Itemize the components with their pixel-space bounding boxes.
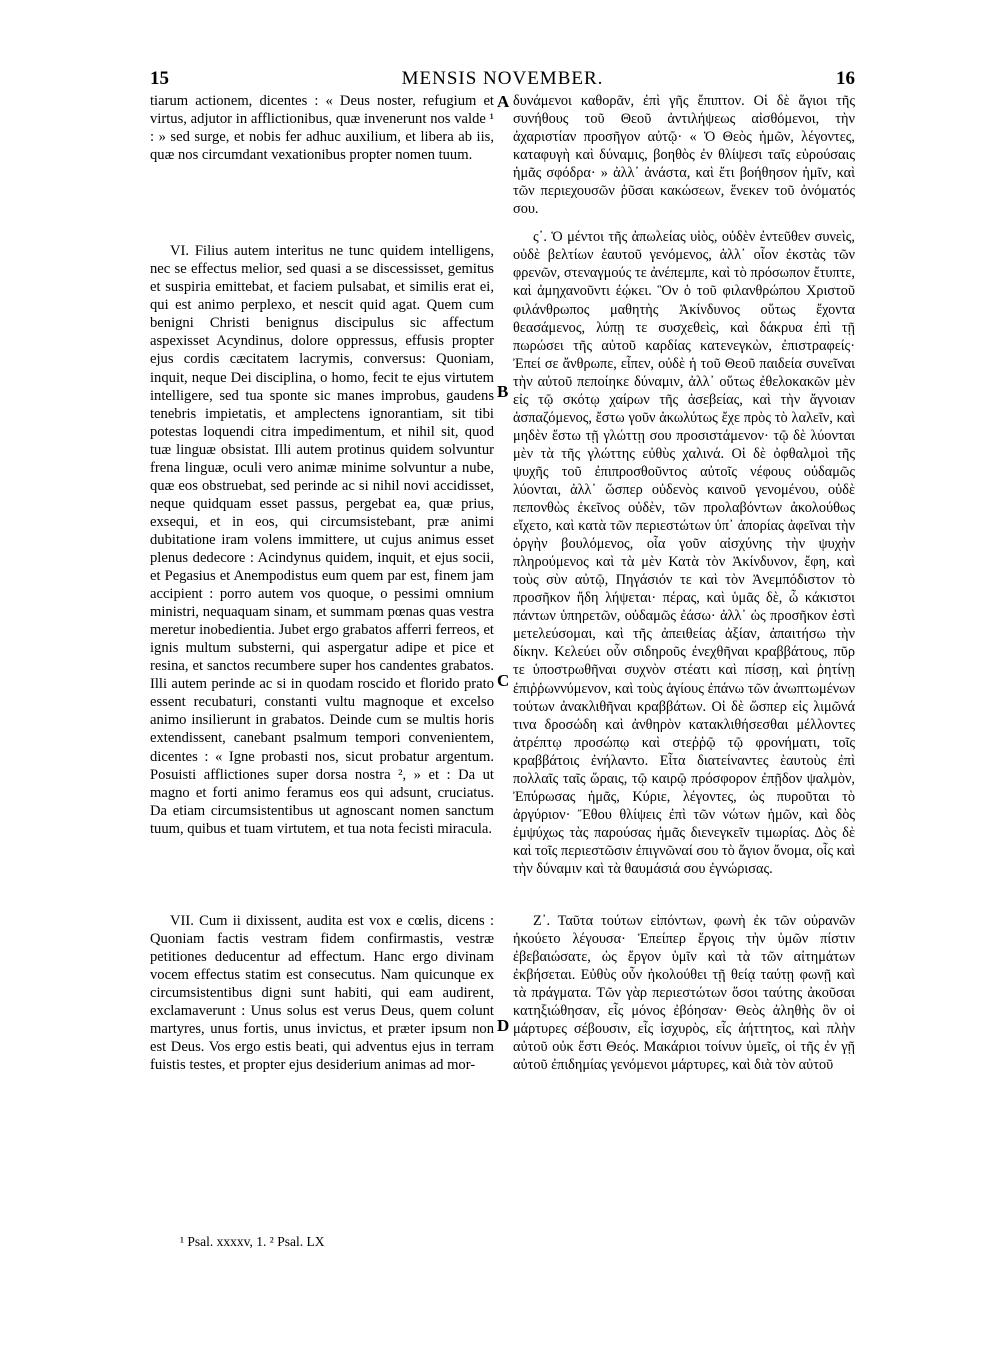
latin-paragraph-1: tiarum actionem, dicentes : « Deus noster, refugium et virtus, adjutor in afflictionibus, quæ invenerunt nos valde ¹ : » sed surge, et nobis fer adhuc auxilium, et libera ab iis, quæ nos circumdant vexationibus propter nomen tuum. (150, 93, 494, 164)
greek-paragraph-2: ς᾽. Ὁ μέντοι τῆς ἀπωλείας υἱὸς, οὐδὲν ἐντεῦθεν συνεὶς, οὐδὲ βελτίων ἑαυτοῦ γενόμενος, ἀλλ᾽ οἷον ἐκστὰς τῶν φρενῶν, στεναγμούς τε ἀνέπεμπε, καὶ τὸ πρόσωπον ἔτυπτε, καὶ ἀμηχανοῦντι ἐῴκει. Ὃν ὁ τοῦ φιλανθρώπου Χριστοῦ φιλάνθρωπος μαθητὴς Ἀκίνδυνος οὕτως ἔχοντα θεασάμενος, λύπῃ τε συσχεθεὶς, καὶ δάκρυα ἐπὶ τῇ πωρώσει τῆς αὐτοῦ καρδίας κατενεγκὼν, ἐπιστραφείς· Ἐπεί σε ἄνθρωπε, εἶπεν, οὐδὲ ἡ τοῦ Θεοῦ παιδεία συνεῖναι τὴν αὐτοῦ πεποίηκε δύναμιν, ἀλλ᾽ οὕτως ἐθελοκακῶν μὲν εἰς τῷ σκότῳ χαίρων τῆς ἀσεβείας, καὶ τὴν ἄγνοιαν ἀσπαζόμενος, ἔστω γοῦν ἀκωλύτως ἔχε πρὸς τὸ λαλεῖν, καὶ μηδὲν ἔστω τῇ γλώττῃ σου προσιστάμενον· τῷ δὲ λύονται μὲν τὰ τῆς γλώττης εὐθὺς χαλινά. Οἱ δὲ ὀφθαλμοὶ τῆς ψυχῆς τοῦ ἐπιπροσθοῦντος αὐτοῖς νέφους οὐδαμῶς λύονται, ἀλλ᾽ ὥσπερ οὐδενὸς καινοῦ γενομένου, οὐδὲ πεπονθὼς ἐκεῖνος οὐδὲν, τῶν προλαβόντων ἀκολούθως εἴχετο, καὶ κατὰ τῶν περιεστώτων ὑπ᾽ ἀπορίας ἀφεῖναι τὴν ὀργὴν βουλόμενος, οἷα γοῦν αἰσχύνης τὴν ψυχὴν πληρούμενος καὶ τὰ μὲν Κατὰ τὸν Ἀκίνδυνον, ἔφη, καὶ τοὺς σὺν αὐτῷ, Πηγάσιόν τε καὶ τὸν Ἀνεμπόδιστον τὸ προσῆκον ἤδη λήψεται· πέρας, καὶ ὑμᾶς δὲ, ὦ κάκιστοι πάντων ὑπηρετῶν, οὐδαμῶς ἐάσω· ἀλλ᾽ ὡς προσῆκον ἐστὶ μετελεύσομαι, καὶ τῆς ἀπειθείας ἀξίαν, ἀπαιτήσω τὴν δίκην. Κελεύει οὖν σιδηροῦς ἐνεχθῆναι κραββάτους, πῦρ τε ὑποστρωθῆναι συχνὸν στέατι καὶ πίσσῃ, καὶ ῥητίνῃ ἐπιῤῥωννύμενον, καὶ τοὺς ἁγίους ἐπάνω τῶν ἀνωπτωμένων τούτων ἀνακλιθῆναι κραββάτων. Οἱ δὲ ὥσπερ εἰς λιμῶνά τινα δροσώδη καὶ ἀνθηρὸν κατακλιθήσεσθαι μέλλοντες ἀτρέπτῳ προσώπῳ καὶ στεῤῥῷ τῷ φρονήματι, τοῖς κραββάτοις ἐνήλαντο. Εἶτα διατείναντες ἑαυτοὺς ἐπὶ πολλαῖς ταῖς ὥραις, τῷ καιρῷ πρόσφορον ἐπῇδον ψαλμὸν, Ἐπύρωσας ἡμᾶς, Κύριε, λέγοντες, ὡς πυροῦται τὸ ἀργύριον· Ἔθου θλίψεις ἐπὶ τῶν νώτων ἡμῶν, καὶ δὸς ἐμψύχως τὰς παρούσας ἡμᾶς διενεγκεῖν τιμωρίας. Δὸς δὲ καὶ τοῖς περιεστῶσιν ἐπιγνῶναί σου τὸ ἅγιον ὄνομα, οἷς καὶ τὴν δύναμιν καὶ τὰ θαυμάσιά σου ἐγνώρισας. (513, 229, 855, 877)
margin-letter-a: A (497, 92, 510, 111)
page-header (150, 68, 855, 94)
greek-column (513, 92, 855, 1074)
running-title: MENSIS NOVEMBER. (401, 68, 604, 89)
page-number-right: 16 (836, 68, 855, 89)
page-number-left: 15 (150, 68, 169, 89)
margin-letter-d: D (497, 1016, 510, 1035)
greek-paragraph-3: Ζ᾽. Ταῦτα τούτων εἰπόντων, φωνὴ ἐκ τῶν οὐρανῶν ἠκούετο λέγουσα· Ἐπείπερ ἔργοις τὴν ὑμῶν πίστιν ἐβεβαιώσατε, ὡς ἔργον ὑμῖν καὶ τὰ τῶν αἰτημάτων ἐκβήσεται. Εὐθὺς οὖν ἠκολούθει τῇ θείᾳ ταύτῃ φωνῇ καὶ τὰ πράγματα. Τῶν γὰρ περιεστώτων ὅσοι ταύτης ἀκοῦσαι κατηξιώθησαν, εἷς μόνος ἐβόησαν· Θεὸς ἀληθὴς ὃν οἱ μάρτυρες σέβουσιν, εἷς ἰσχυρὸς, εἷς ἀήττητος, καὶ πλὴν αὐτοῦ οὐκ ἔστι Θεός. Μακάριοι τοίνυν ὑμεῖς, οἱ τῆς ἐν γῇ αὐτοῦ ἐπιδημίας γενόμενοι μάρτυρες, καὶ διὰ τὸν αὐτοῦ (513, 913, 855, 1074)
latin-column (150, 92, 494, 1074)
latin-paragraph-2: VI. Filius autem interitus ne tunc quidem intelligens, nec se effectus melior, sed quasi a se discessisset, gemitus et suspiria emittebat, et faciem pulsabat, et similis erat ei, qui est animo perplexo, et nescit quid agat. Quem cum benigni Christi benignus discipulus sic affectum aspexisset Acyndinus, dolore oppressus, effusis propter ejus cordis cæcitatem lacrymis, conversus: Quoniam, inquit, neque Dei disciplina, o homo, fecit te ejus virtutem intelligere, sed tua sponte sic manes improbus, gaudens tenebris impietatis, et amplectens ignorantiam, sit tibi potestas loquendi citra impedimentum, et nihil sit, quod tuæ linguæ obsistat. Illi autem protinus quidem solvuntur frena linguæ, oculi vero animæ minime solvuntur a nube, quæ eos obstruebat, sed perinde ac si nihil novi accidisset, neque quidquam esset passus, pergebat ea, quæ prius, exsequi, et in eos, qui circumsistebant, præ animi dubitatione iram volens immittere, ut cujus animus esset plenus dedecore : Acindynus quidem, inquit, et ejus socii, et Pegasius et Anempodistus eum quem par est, finem jam accipient : porro autem vos quoque, o pessimi omnium ministri, nequaquam sinam, et summam pœnas quas vestra meretur inobedientia. Jubet ergo grabatos afferri ferreos, et ignis multum substerni, qui aspergatur adipe et pice et resina, et sanctos recumbere super hos candentes grabatos. Illi autem perinde ac si in quodam roscido et florido prato essent recubaturi, constanti vultu magnoque et excelso animo insilierunt in grabatos. Deinde cum se multis horis extendissent, canebant psalmum tempori convenientem, dicentes : « Igne probasti nos, sicut probatur argentum. Posuisti afflictiones super dorsa nostra ², » et : Da ut magno et forti animo feramus eos qui adsunt, cruciatus. Da etiam circumsistentibus ut agnoscant nomen sanctum tuum, quibus et tuam virtutem, et tua nota fecisti miracula. (150, 243, 494, 837)
latin-paragraph-3: VII. Cum ii dixissent, audita est vox e cœlis, dicens : Quoniam factis vestram fidem confirmastis, vestræ petitiones deducentur ad effectum. Hanc ergo divinam vocem effectus statim est consecutus. Nam quicunque ex circumsistentibus digni sunt habiti, qui eam audirent, exclamaverunt : Unus solus est verus Deus, quem colunt martyres, unus fortis, unus invictus, et præter ipsum non est Deus. Vos ergo estis beati, qui adventus ejus in terram fuistis testes, et propter ejus desiderium animas ad mor- (150, 912, 494, 1074)
footnotes: ¹ Psal. xxxxv, 1. ² Psal. LX (180, 1234, 325, 1249)
margin-letter-b: B (497, 382, 509, 401)
margin-letter-c: C (497, 671, 510, 690)
greek-paragraph-1: δυνάμενοι καθορᾶν, ἐπὶ γῆς ἔπιπτον. Οἱ δὲ ἅγιοι τῆς συνήθους τοῦ Θεοῦ ἀντιλήψεως αἰσθόμενοι, τὴν ἀχαριστίαν προσῆγον αὐτῷ· « Ὁ Θεὸς ἡμῶν, λέγοντες, καταφυγὴ καὶ δύναμις, βοηθὸς ἐν θλίψεσι ταῖς εὑρούσαις ἡμᾶς σφόδρα· » ἀλλ᾽ ἀνάστα, καὶ ἔτι βοήθησον ἡμῖν, καὶ τῶν περιεχουσῶν ῥῦσαι κακώσεων, ἕνεκεν τοῦ ὀνόματός σου. (513, 93, 855, 218)
